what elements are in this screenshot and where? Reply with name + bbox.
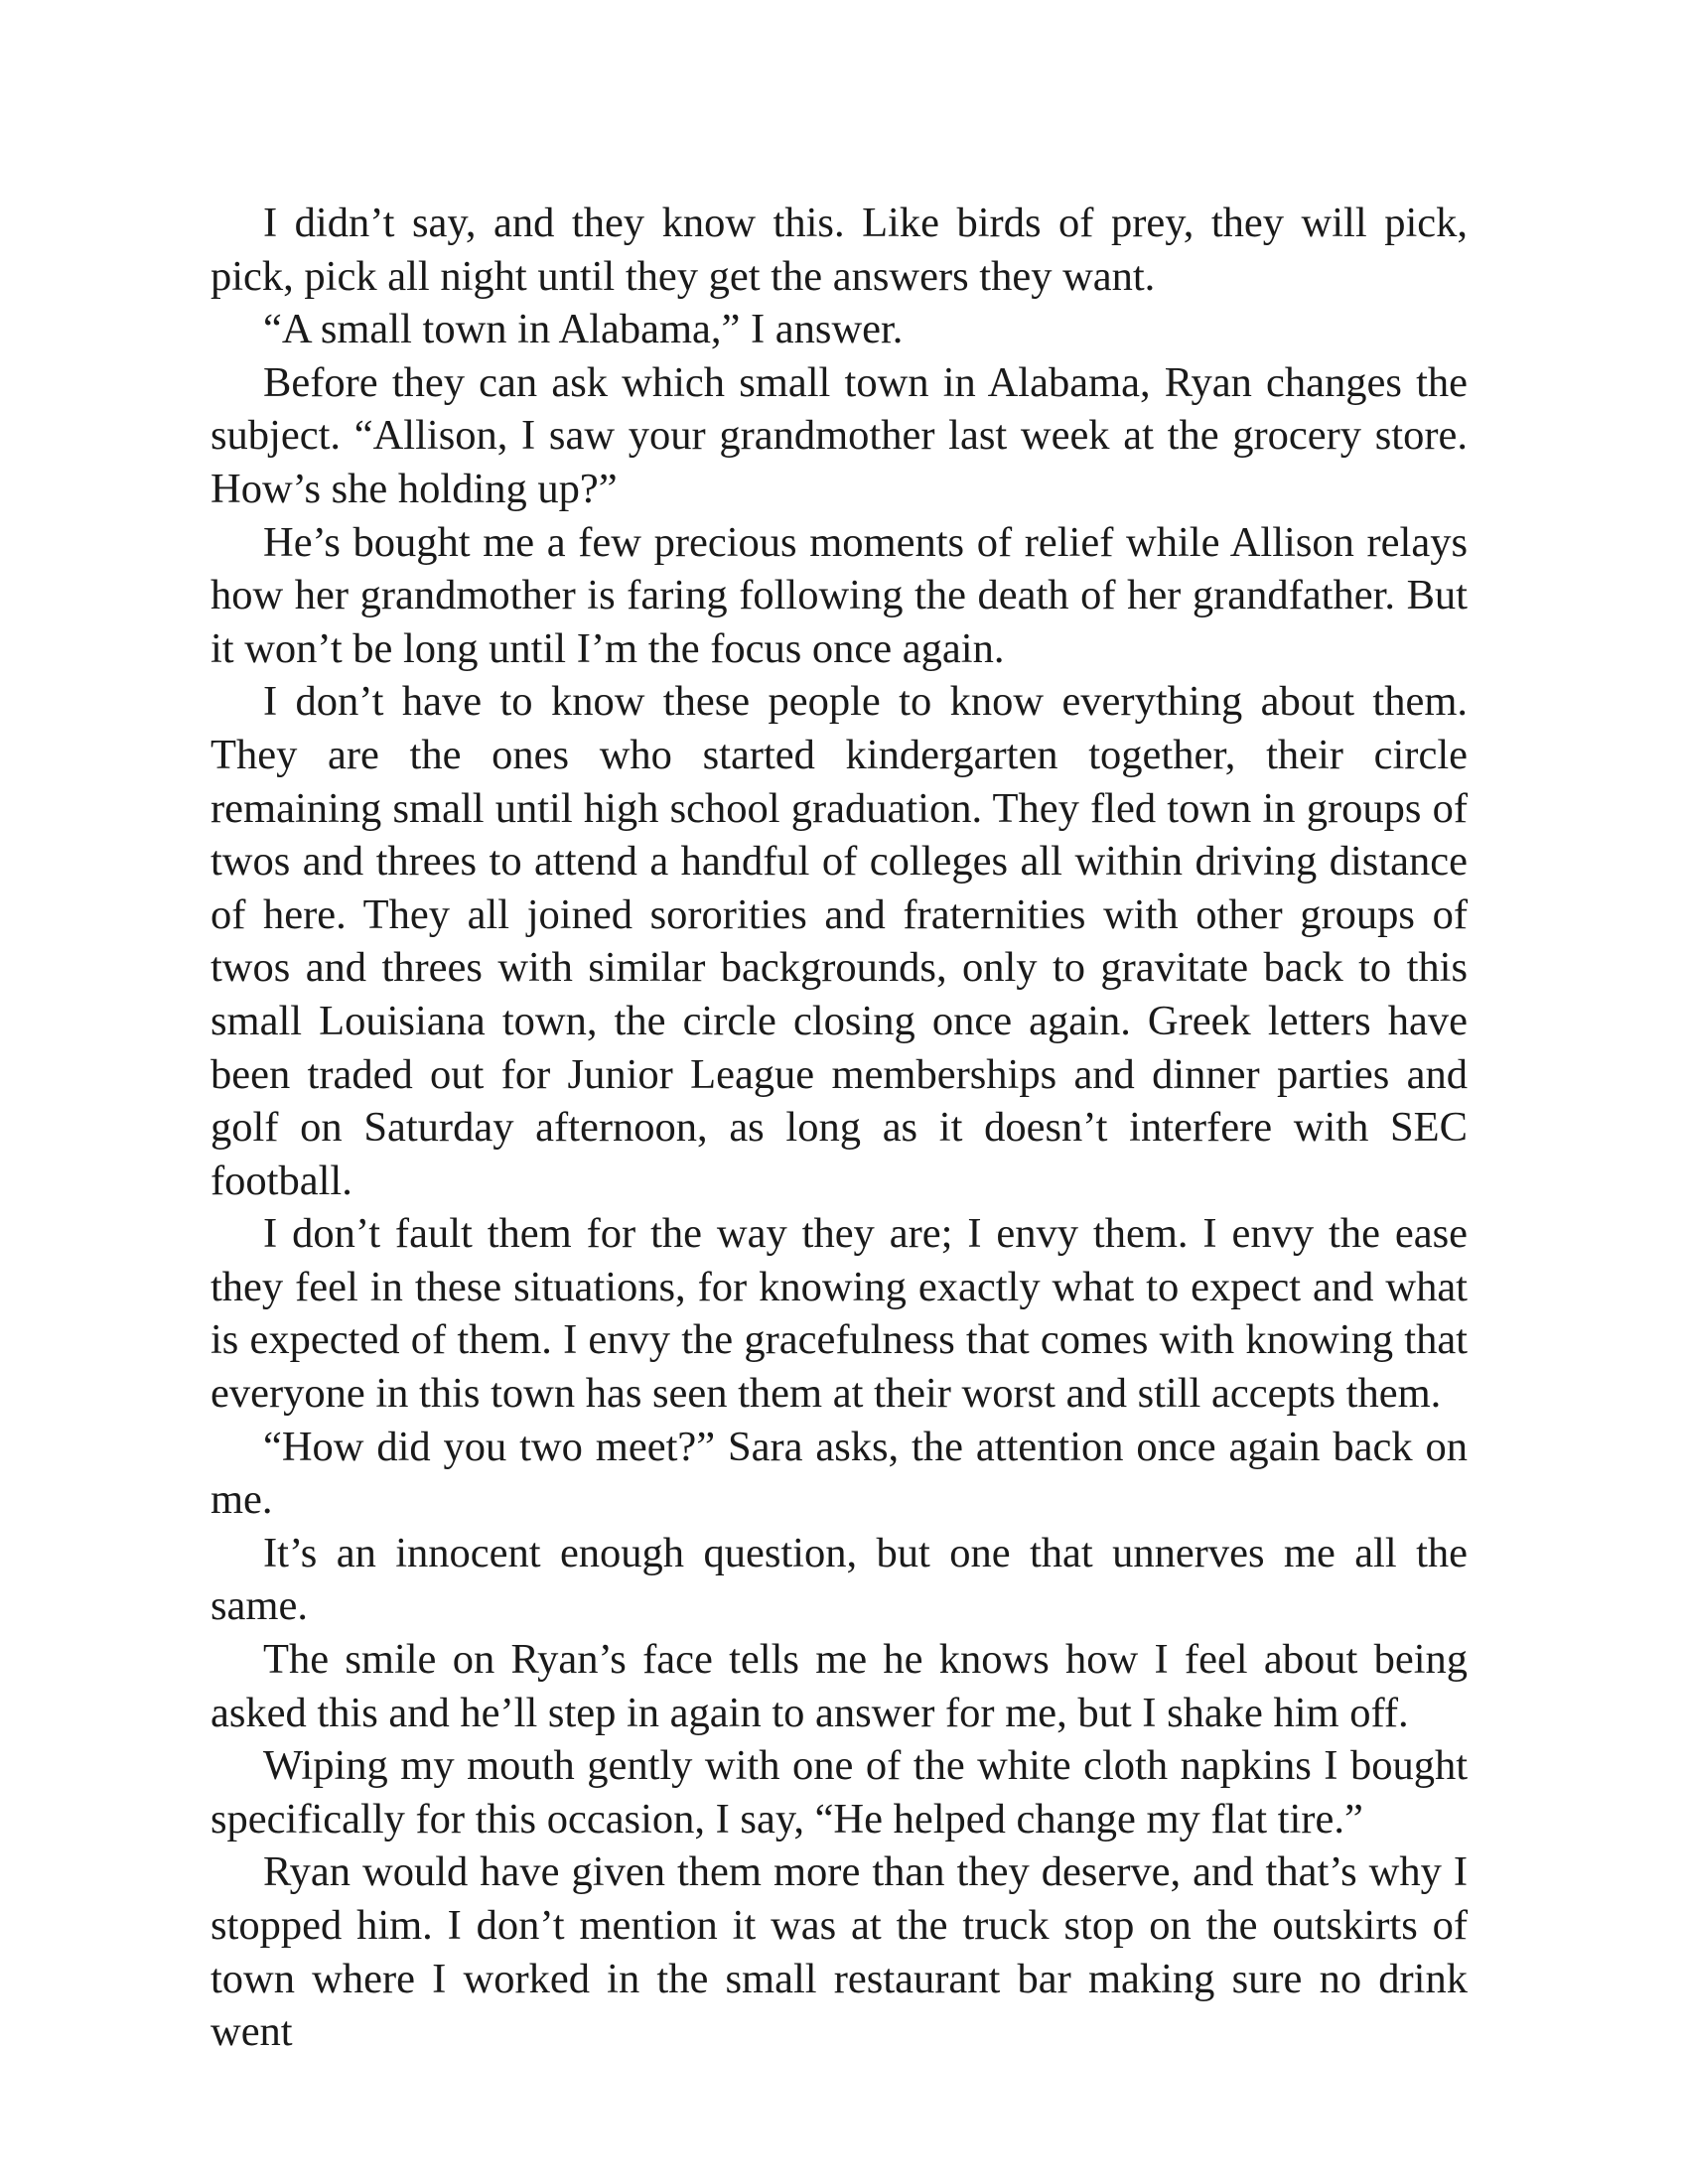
paragraph: Wiping my mouth gently with one of the white cloth napkins I bought specifically for this occasion, I say, “He helped change my flat tire.” xyxy=(211,1742,1468,1843)
paragraph: The smile on Ryan’s face tells me he knows how I feel about being asked this and he’ll step in again to answer for me, but I shake him off. xyxy=(211,1636,1468,1736)
paragraph: Before they can ask which small town in Alabama, Ryan changes the subject. “Allison, I saw your grandmother last week at the grocery store. How’s she holding up?” xyxy=(211,358,1468,512)
paragraph: He’s bought me a few precious moments of relief while Allison relays how her grandmother is faring following the death of her grandfather. But it won’t be long until I’m the focus once again. xyxy=(211,518,1468,672)
paragraph: “How did you two meet?” Sara asks, the attention once again back on me. xyxy=(211,1423,1468,1524)
paragraph-continued: Ryan would have given them more than they deserve, and that’s why I stopped him. I don’t mention it was at the truck stop on the outskirts of town where I worked in the small restaurant bar making sure no drink went xyxy=(211,1848,1468,2056)
paragraph: I don’t fault them for the way they are; I envy them. I envy the ease they feel in these situations, for knowing exactly what to expect and what is expected of them. I envy the gracefulness that comes with knowing that everyone in this town has seen them at their worst and still accepts them. xyxy=(211,1210,1468,1418)
paragraph: I don’t have to know these people to know everything about them. They are the ones who started kindergarten together, their circle remaining small until high school graduation. They fled town in groups of twos and threes to attend a handful of colleges all within driving distance of here. They all joined sororities and fraternities with other groups of twos and threes with similar backgrounds, only to gravitate back to this small Louisiana town, the circle closing once again. Greek letters have been traded out for Junior League memberships and dinner parties and golf on Saturday afternoon, as long as it doesn’t interfere with SEC football. xyxy=(211,678,1468,1204)
paragraph: “A small town in Alabama,” I answer. xyxy=(263,306,904,353)
paragraph: I didn’t say, and they know this. Like birds of prey, they will pick, pick, pick all night until they get the answers they want. xyxy=(211,200,1468,300)
page-body xyxy=(211,197,1468,2059)
paragraph: It’s an innocent enough question, but one that unnerves me all the same. xyxy=(211,1529,1468,1630)
